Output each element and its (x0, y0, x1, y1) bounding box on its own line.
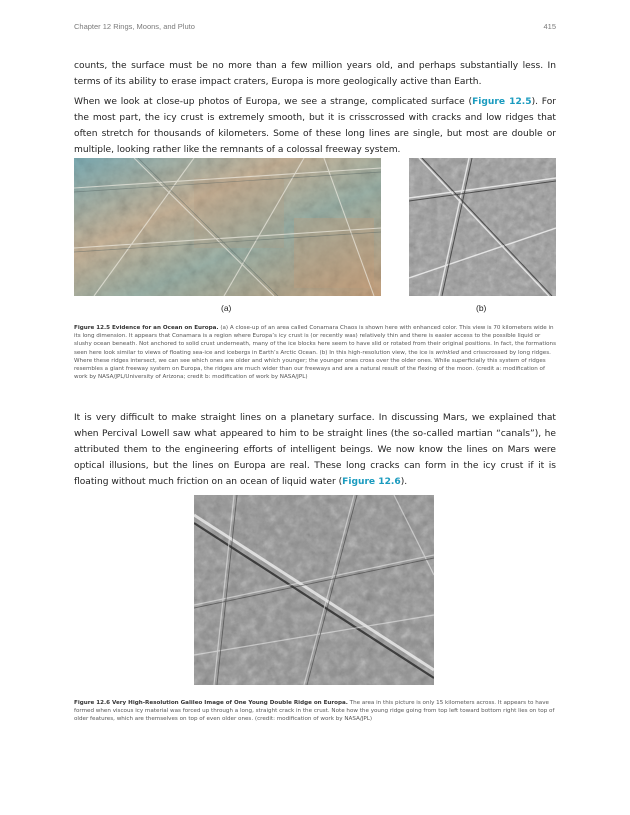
paragraph-text: ). For the most part, the icy crust is extremely smooth, but it is crisscrossed with cracks and low ridges that often stretch for thousands of kilometers. Some of these long lines are single, but most are double or multiple, looking rather like the remnants of a colossal freeway system. (74, 97, 556, 155)
chapter-title: Chapter 12 Rings, Moons, and Pluto (74, 22, 195, 31)
figure-12-5-caption (74, 324, 556, 381)
double-ridge-image (194, 495, 434, 685)
figure-12-5a-label: (a) (221, 303, 232, 313)
conamara-chaos-image (74, 158, 381, 296)
running-header (74, 22, 556, 34)
paragraph-text: When we look at close-up photos of Europa, we see a strange, complicated surface ( (74, 97, 473, 107)
caption-title: Figure 12.6 Very High-Resolution Galileo Image of One Young Double Ridge on Europa. (74, 700, 348, 706)
body-paragraph-2 (74, 94, 556, 158)
body-paragraph-1: counts, the surface must be no more than a few million years old, and perhaps substantially less. In terms of its ability to erase impact craters, Europa is more geologically active than Earth. (74, 61, 556, 87)
page-number: 415 (543, 22, 556, 31)
caption-text: and crisscrossed by long ridges. Where these ridges intersect, we can see which ones are older and which younger; the younger ones cross over the older ones. While superficially this system of ridges resembles a giant freeway system on Europa, the ridges are much wider than our freeways and are a natural result of the flexing of the moon. (credit a: modification of work by NASA/JPL/University of Arizona; credit b: modification of work by NASA/JPL) (74, 349, 551, 381)
caption-text: (a) A close-up of an area called Conamara Chaos is shown here with enhanced color. This view is 70 kilometers wide in its long dimension. It appears that Conamara is a region where Europa’s icy crust is (or recently was) relatively thin and there is easier access to the possible liquid or slushy ocean beneath. Not anchored to solid crust underneath, many of the ice blocks here seem to have slid or rotated from their original positions. In fact, the formations seen here look similar to views of floating sea-ice and icebergs in Earth’s Arctic Ocean. (b) In this high-resolution view, the ice is (74, 325, 556, 356)
figure-12-6-link[interactable]: Figure 12.6 (342, 477, 401, 487)
europa-ridges-image (409, 158, 556, 296)
paragraph-text: ). (400, 477, 408, 487)
figure-12-6-caption (74, 699, 556, 724)
figure-12-5b-image (409, 158, 556, 296)
paragraph-text: It is very difficult to make straight lines on a planetary surface. In discussing Mars, we explained that when Percival Lowell saw what appeared to him to be straight lines (the so-called martian “canals”), he attributed them to the engineering efforts of intelligent beings. We now know the lines on Mars were optical illusions, but the lines on Europa are real. These long cracks can form in the icy crust if it is floating without much friction on an ocean of liquid water ( (74, 413, 556, 487)
caption-text: The area in this picture is only 15 kilometers across. It appears to have formed when viscous icy material was forced up through a long, straight crack in the crust. Note how the young ridge going from top left toward bottom right lies on top of older features, which are themselves on top of even older ones. (credit: modification of work by NASA/JPL) (74, 700, 555, 723)
caption-emphasis: wrinkled (435, 349, 460, 356)
figure-12-5a-image (74, 158, 381, 296)
body-paragraph-3 (74, 410, 556, 490)
figure-12-5-link[interactable]: Figure 12.5 (472, 97, 532, 107)
caption-title: Figure 12.5 Evidence for an Ocean on Europa. (74, 325, 219, 331)
figure-12-6-image (194, 495, 434, 685)
figure-12-5b-label: (b) (476, 303, 487, 313)
